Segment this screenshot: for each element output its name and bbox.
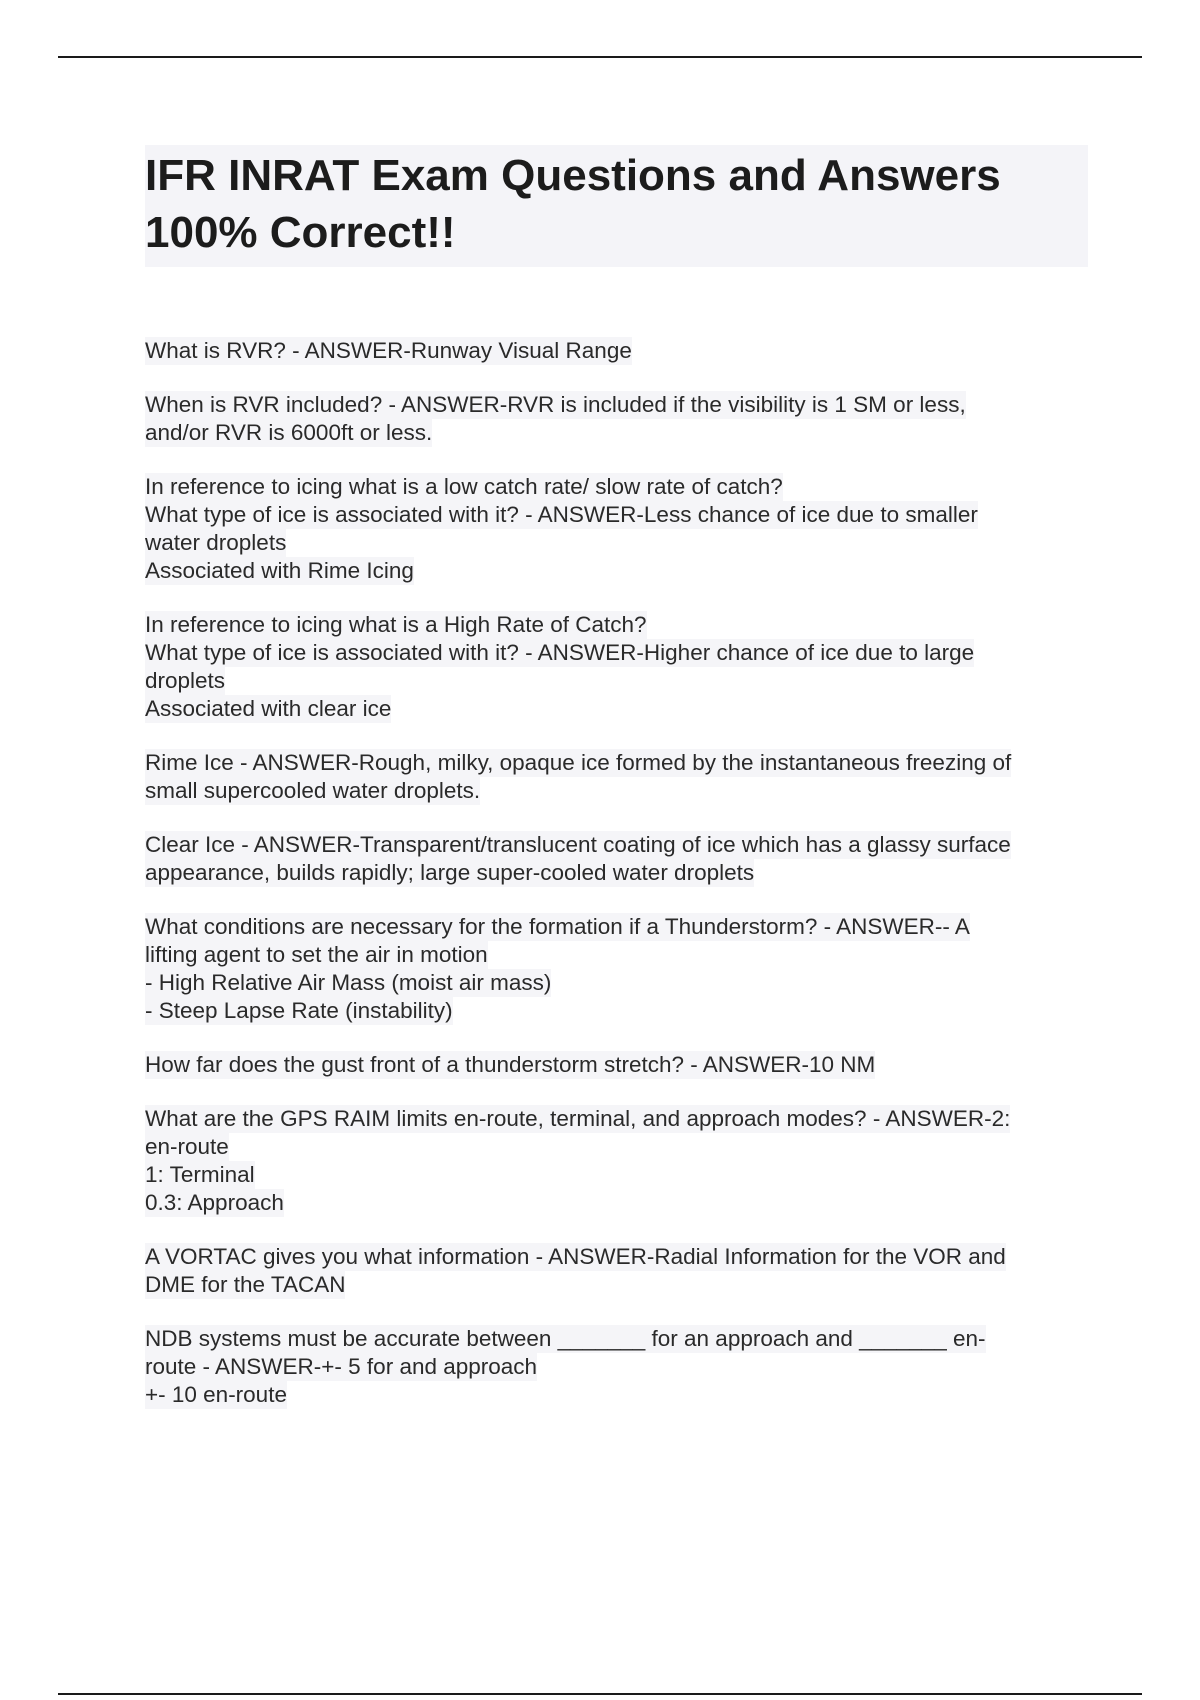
- document-title: [145, 145, 1088, 267]
- qa-item-low-catch-rate: [145, 473, 1095, 585]
- qa-line: What conditions are necessary for the formation if a Thunderstorm? - ANSWER-- A: [145, 914, 970, 939]
- qa-item-rvr: [145, 337, 1095, 365]
- qa-line: - High Relative Air Mass (moist air mass): [145, 970, 552, 995]
- qa-line: What are the GPS RAIM limits en-route, terminal, and approach modes? - ANSWER-2:: [145, 1106, 1011, 1131]
- qa-line: droplets: [145, 668, 226, 693]
- qa-line: small supercooled water droplets.: [145, 778, 481, 803]
- qa-line: Associated with Rime Icing: [145, 558, 414, 583]
- qa-line: route - ANSWER-+- 5 for and approach: [145, 1354, 538, 1379]
- qa-line: 0.3: Approach: [145, 1190, 284, 1215]
- qa-item-rvr-included: [145, 391, 1095, 447]
- qa-line: Rime Ice - ANSWER-Rough, milky, opaque ice formed by the instantaneous freezing of: [145, 750, 1012, 775]
- qa-line: What is RVR? - ANSWER-Runway Visual Range: [145, 338, 632, 363]
- title-line-2: 100% Correct!!: [145, 208, 456, 257]
- qa-line: +- 10 en-route: [145, 1382, 287, 1407]
- top-rule: [58, 56, 1142, 58]
- qa-line: en-route: [145, 1134, 229, 1159]
- qa-item-gps-raim: [145, 1105, 1095, 1217]
- bottom-rule: [58, 1693, 1142, 1695]
- qa-line: and/or RVR is 6000ft or less.: [145, 420, 433, 445]
- qa-line: - Steep Lapse Rate (instability): [145, 998, 453, 1023]
- qa-line: A VORTAC gives you what information - ANSWER-Radial Information for the VOR and: [145, 1244, 1006, 1269]
- qa-line: lifting agent to set the air in motion: [145, 942, 488, 967]
- qa-line: What type of ice is associated with it? - ANSWER-Higher chance of ice due to large: [145, 640, 975, 665]
- qa-line: 1: Terminal: [145, 1162, 255, 1187]
- qa-item-thunderstorm-conditions: [145, 913, 1095, 1025]
- qa-line: What type of ice is associated with it? - ANSWER-Less chance of ice due to smaller: [145, 502, 978, 527]
- qa-line: How far does the gust front of a thunderstorm stretch? - ANSWER-10 NM: [145, 1052, 876, 1077]
- qa-item-vortac: [145, 1243, 1095, 1299]
- qa-line: water droplets: [145, 530, 287, 555]
- qa-item-clear-ice: [145, 831, 1095, 887]
- qa-line: appearance, builds rapidly; large super-cooled water droplets: [145, 860, 755, 885]
- qa-line: DME for the TACAN: [145, 1272, 346, 1297]
- qa-line: In reference to icing what is a low catch rate/ slow rate of catch?: [145, 474, 783, 499]
- qa-line: Associated with clear ice: [145, 696, 392, 721]
- title-line-1: IFR INRAT Exam Questions and Answers: [145, 151, 1001, 200]
- qa-line: Clear Ice - ANSWER-Transparent/translucent coating of ice which has a glassy surface: [145, 832, 1011, 857]
- qa-line: In reference to icing what is a High Rate of Catch?: [145, 612, 647, 637]
- qa-line: NDB systems must be accurate between _______ for an approach and _______ en-: [145, 1326, 986, 1351]
- qa-item-rime-ice: [145, 749, 1095, 805]
- qa-item-ndb-accuracy: [145, 1325, 1095, 1409]
- qa-item-gust-front: [145, 1051, 1095, 1079]
- qa-list: [145, 337, 1095, 1435]
- qa-line: When is RVR included? - ANSWER-RVR is included if the visibility is 1 SM or less,: [145, 392, 966, 417]
- qa-item-high-catch-rate: [145, 611, 1095, 723]
